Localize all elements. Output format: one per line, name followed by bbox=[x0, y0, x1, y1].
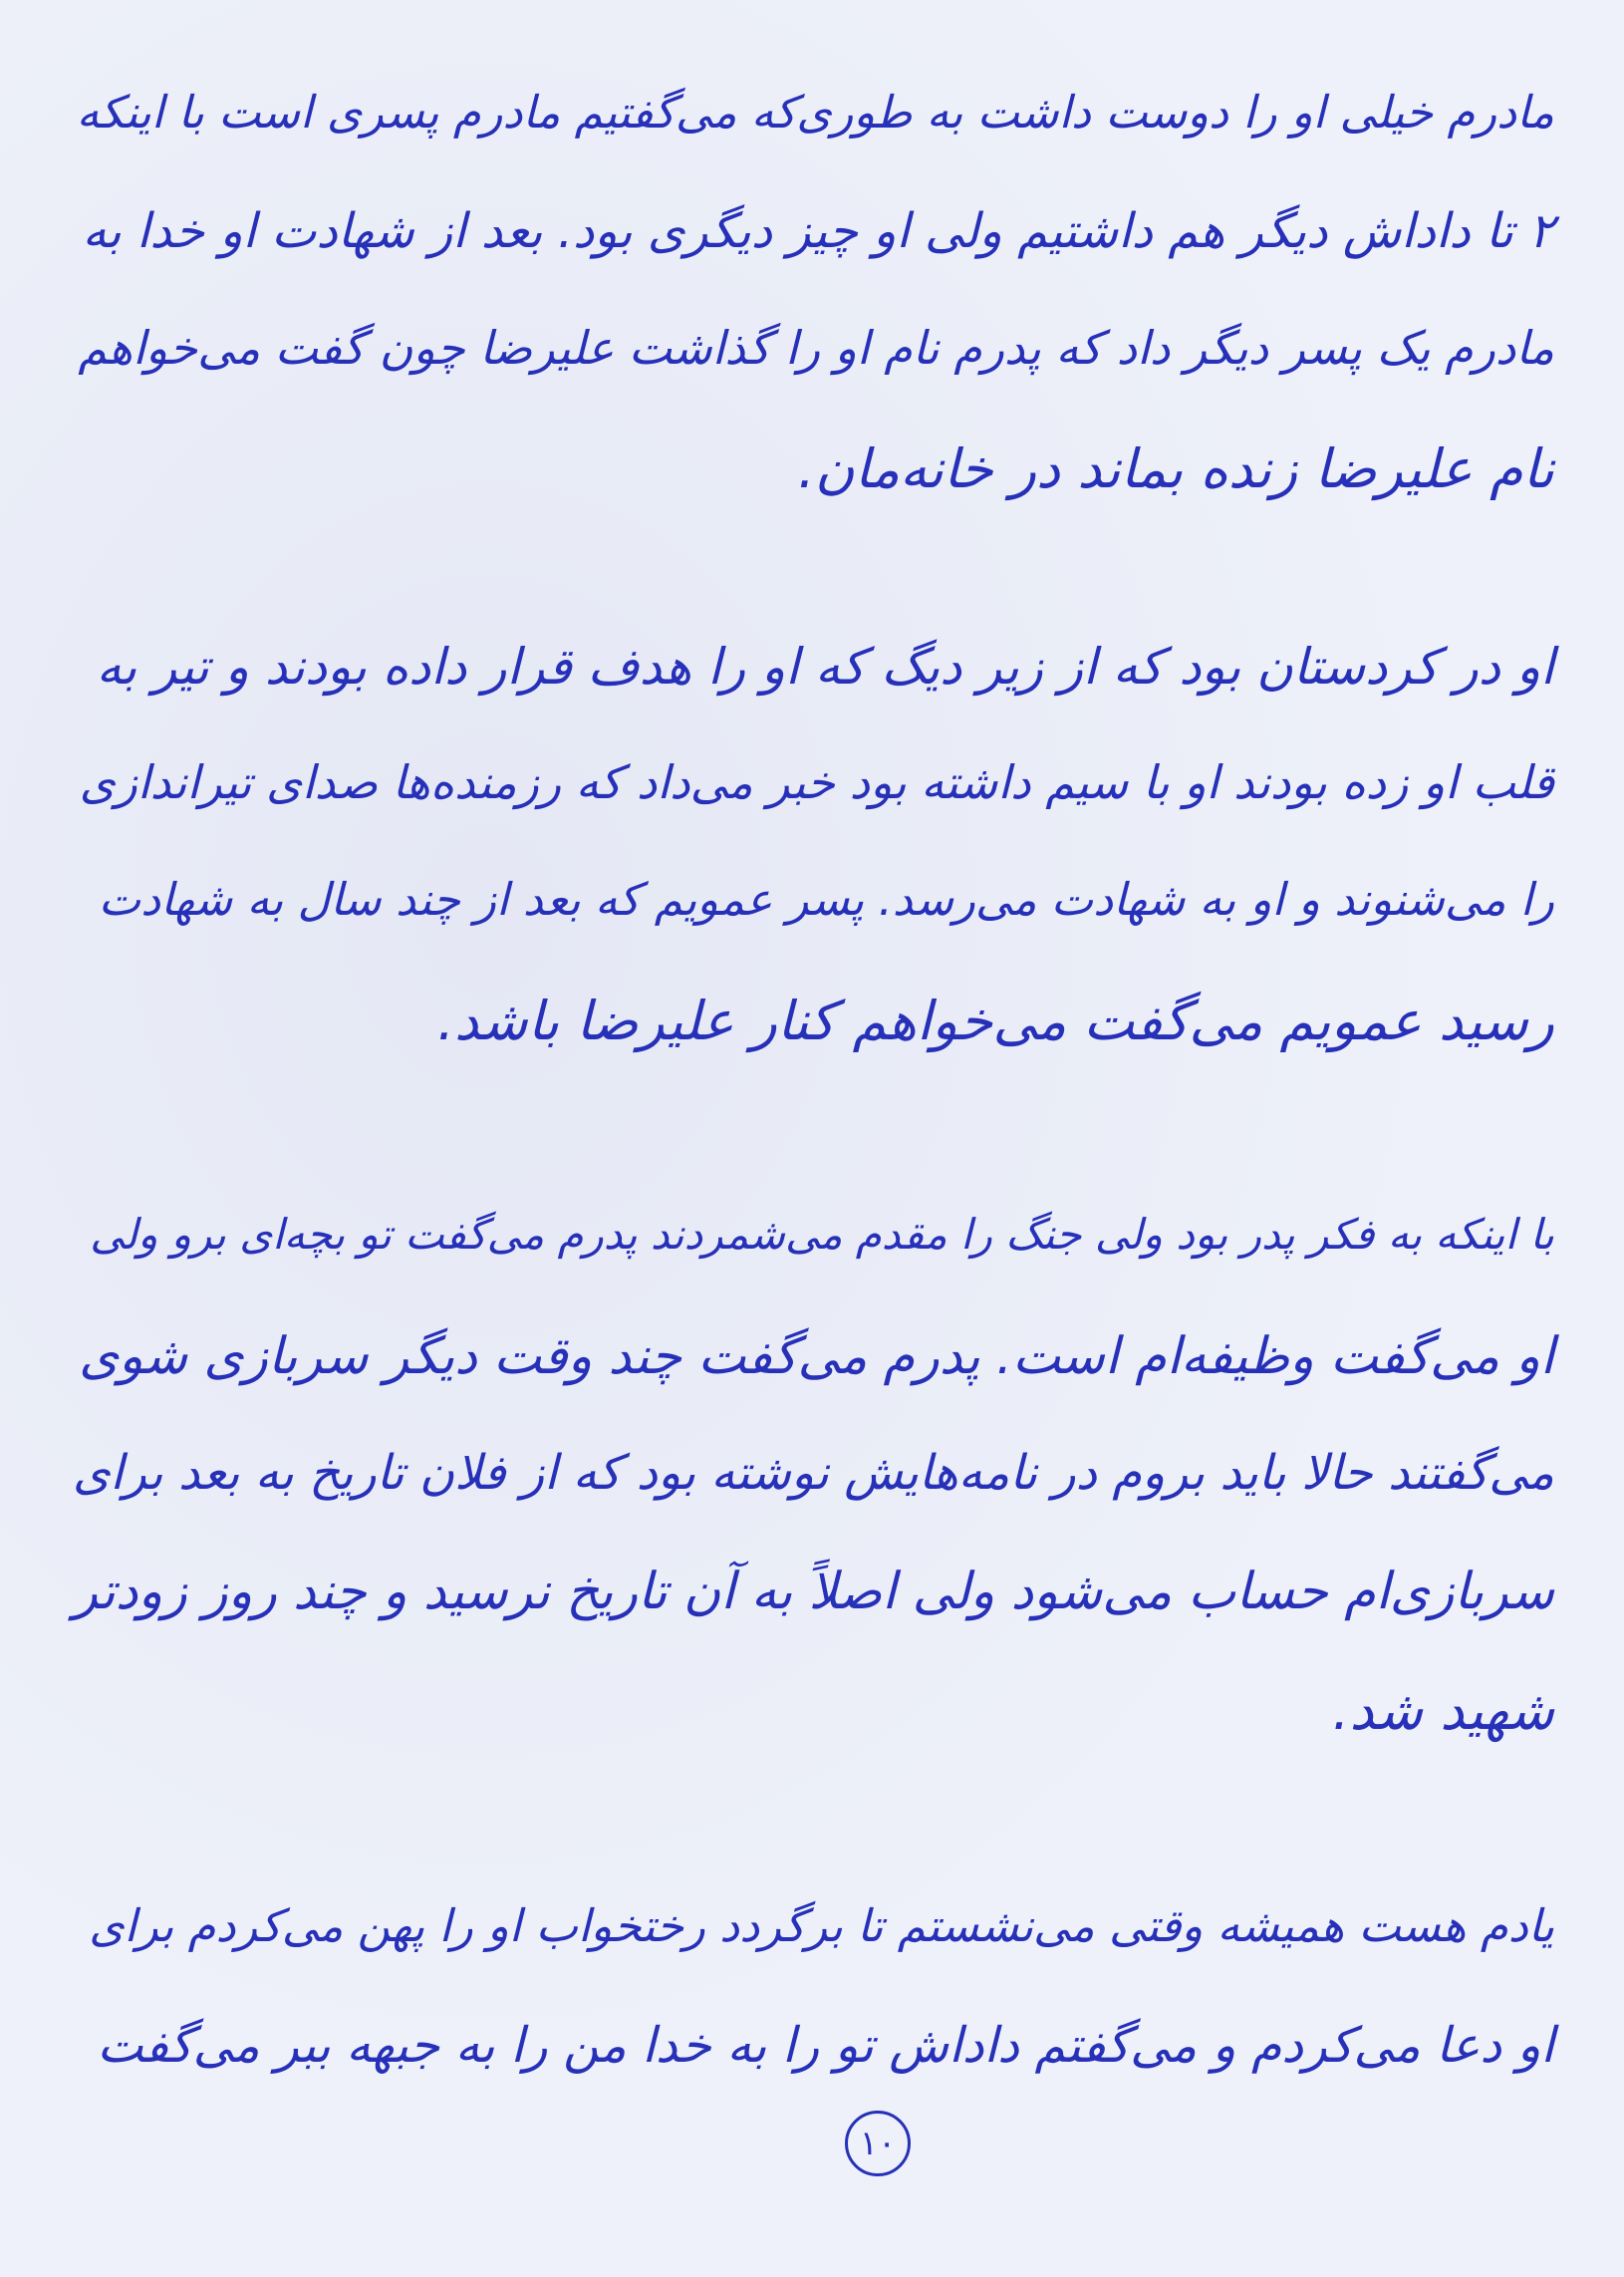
text-line-7: را می‌شنوند و او به شهادت می‌رسد. پسر عمویم که بعد از چند سال به شهادت bbox=[98, 873, 1554, 926]
text-line-14: یادم هست همیشه وقتی می‌نشستم تا برگردد رختخواب او را پهن می‌کردم برای bbox=[89, 1899, 1554, 1952]
text-line-12: سربازی‌ام حساب می‌شود ولی اصلاً به آن تاریخ نرسید و چند روز زودتر bbox=[73, 1563, 1554, 1621]
text-line-4: نام علیرضا زنده بماند در خانه‌مان. bbox=[797, 437, 1554, 500]
text-line-3: مادرم یک پسر دیگر داد که پدرم نام او را گذاشت علیرضا چون گفت می‌خواهم bbox=[78, 321, 1554, 375]
text-line-9: با اینکه به فکر پدر بود ولی جنگ را مقدم می‌شمردند پدرم می‌گفت تو بچه‌ای برو ولی bbox=[90, 1210, 1554, 1259]
text-line-15: او دعا می‌کردم و می‌گفتم داداش تو را به خدا من را به جبهه ببر می‌گفت bbox=[97, 2017, 1554, 2074]
page-number: ۱۰ bbox=[845, 2111, 911, 2176]
text-line-5: او در کردستان بود که از زیر دیگ که او را هدف قرار داده بودند و تیر به bbox=[96, 638, 1554, 696]
text-line-10: او می‌گفت وظیفه‌ام است. پدرم می‌گفت چند وقت دیگر سربازی شوی bbox=[79, 1327, 1554, 1386]
text-line-8: رسید عمویم می‌گفت می‌خواهم کنار علیرضا باشد. bbox=[436, 990, 1554, 1052]
text-line-2: ۲ تا داداش دیگر هم داشتیم ولی او چیز دیگری بود. بعد از شهادت او خدا به bbox=[82, 203, 1554, 259]
text-line-6: قلب او زده بودند او با سیم داشته بود خبر می‌داد که رزمنده‌ها صدای تیراندازی bbox=[79, 755, 1554, 809]
text-line-13: شهید شد. bbox=[1332, 1679, 1554, 1742]
text-line-1: مادرم خیلی او را دوست داشت به طوری‌که می‌گفتیم مادرم پسری است با اینکه bbox=[76, 86, 1554, 139]
text-line-11: می‌گفتند حالا باید بروم در نامه‌هایش نوشته بود که از فلان تاریخ به بعد برای bbox=[72, 1445, 1554, 1501]
